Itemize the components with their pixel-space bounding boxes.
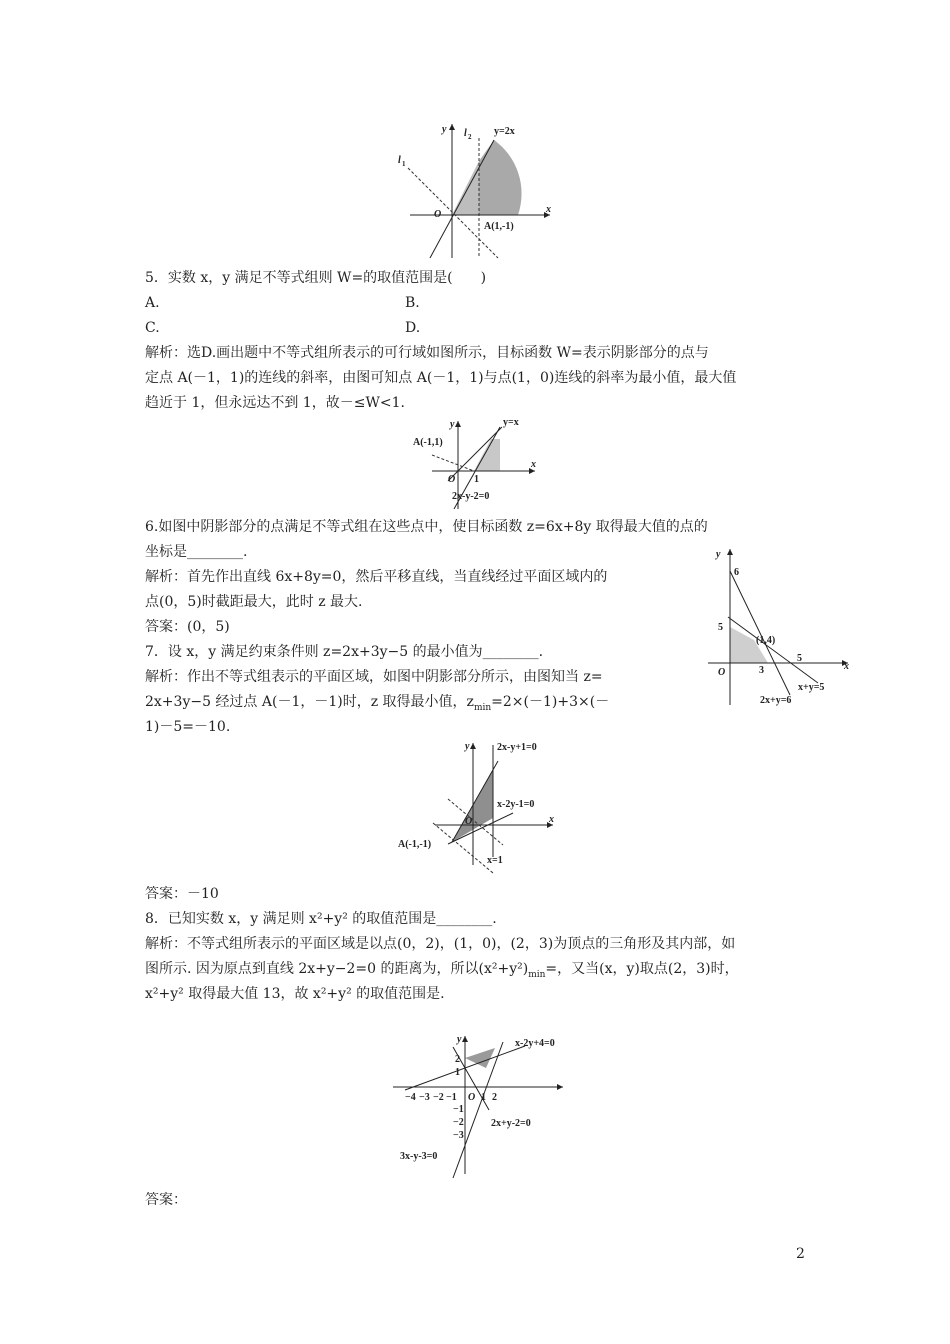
l1-label: l [398, 155, 401, 166]
q5-option-c: C. [145, 320, 160, 336]
point-label: (1,4) [756, 635, 776, 646]
y-axis-label: y [457, 1034, 462, 1045]
q6-solution-2: 点(0，5)时截距最大，此时 z 最大. [145, 594, 363, 610]
origin-label: O [448, 474, 456, 485]
y-axis-label: y [442, 124, 447, 135]
svg-text:2: 2 [468, 133, 472, 141]
tick-neg-4: −4 [405, 1092, 416, 1103]
q5-stem: 5．实数 x，y 满足不等式组则 W=的取值范围是( ) [145, 270, 487, 286]
point-a-label: A(1,-1) [484, 221, 514, 232]
line-label-1: x+y=5 [798, 682, 825, 693]
l2-label: l [464, 128, 467, 139]
tick-3: 3 [759, 665, 764, 676]
point-a-label: A(-1,-1) [398, 839, 432, 850]
origin-label: O [434, 209, 442, 220]
q8-solution-3: x²+y² 取得最大值 13，故 x²+y² 的取值范围是. [145, 986, 445, 1002]
line-label-1: x-2y+4=0 [515, 1038, 555, 1049]
tick-y-neg-3: −3 [453, 1130, 464, 1141]
y-axis-label: y [450, 419, 455, 430]
tick-1: 1 [474, 474, 479, 485]
q5-option-a: A. [145, 295, 160, 311]
page-number: 2 [796, 1246, 805, 1262]
q7-stem: 7．设 x，y 满足约束条件则 z=2x+3y−5 的最小值为________. [145, 644, 544, 660]
tick-y-2: 2 [455, 1054, 460, 1065]
q5-solution-2: 定点 A(－1，1)的连线的斜率，由图可知点 A(－1，1)与点(1，0)连线的斜率为最小值，最大值 [145, 370, 737, 386]
line-label-3: 3x-y-3=0 [400, 1151, 438, 1162]
origin-label: O [718, 667, 726, 678]
x-axis-label: x [549, 814, 554, 825]
q5-option-d: D. [405, 320, 421, 336]
tick-y-neg-1: −1 [453, 1104, 464, 1115]
figure-4 [393, 737, 563, 877]
q8-stem: 8．已知实数 x，y 满足则 x²+y² 的取值范围是________. [145, 911, 497, 927]
q5-solution-1: 解析：选D.画出题中不等式组所表示的可行域如图所示，目标函数 W=表示阴影部分的点与 [145, 345, 709, 361]
line-label-3: x=1 [487, 855, 503, 866]
figure-3 [698, 545, 858, 710]
line-label-2: 2x-y-2=0 [452, 491, 490, 502]
x-axis-label: x [531, 459, 536, 470]
tick-6: 6 [734, 567, 739, 578]
tick-5: 5 [718, 622, 723, 633]
q5-solution-3: 趋近于 1，但永远达不到 1，故－≤W<1. [145, 395, 405, 411]
q8-solution-1: 解析：不等式组所表示的平面区域是以点(0，2)，(1，0)，(2，3)为顶点的三角形及其内部，如 [145, 936, 736, 952]
y-axis-label: y [465, 741, 470, 752]
tick-y-neg-2: −2 [453, 1117, 464, 1128]
q8-answer: 答案： [145, 1192, 187, 1208]
svg-text:1: 1 [402, 160, 406, 168]
line-label-2: x-2y-1=0 [497, 799, 535, 810]
q6-stem-2: 坐标是________. [145, 544, 248, 560]
tick-neg-2: −2 [433, 1092, 444, 1103]
q7-answer: 答案：－10 [145, 886, 219, 902]
origin-label: O [468, 1092, 476, 1103]
q5-option-b: B. [405, 295, 420, 311]
q6-stem-1: 6.如图中阴影部分的点满足不等式组在这些点中，使目标函数 z=6x+8y 取得最大值的点的 [145, 519, 708, 535]
q7-solution-3: 1)－5=－10. [145, 719, 231, 735]
q7-solution-1: 解析：作出不等式组表示的平面区域，如图中阴影部分所示，由图知当 z= [145, 669, 603, 685]
x-axis-label: x [844, 661, 849, 672]
tick-neg-3: −3 [419, 1092, 430, 1103]
tick-x-2: 2 [492, 1092, 497, 1103]
line-label: y=2x [494, 126, 515, 137]
line-label: y=x [503, 417, 519, 428]
q6-solution-1: 解析：首先作出直线 6x+8y=0，然后平移直线，当直线经过平面区域内的 [145, 569, 608, 585]
q6-answer: 答案：(0，5) [145, 619, 230, 635]
figure-5 [385, 1030, 575, 1180]
tick-y-1: 1 [455, 1067, 460, 1078]
tick-x-1: 1 [481, 1092, 486, 1103]
q8-solution-2: 图所示. 因为原点到直线 2x+y−2=0 的距离为，所以$(x^2+y^2)_{min}=$，又当(x，y)取点(2，3)时， [145, 961, 739, 980]
figure-2 [410, 415, 540, 510]
line-label-2: 2x+y=6 [760, 695, 792, 706]
point-a-label: A(-1,1) [413, 437, 443, 448]
origin-label: O [465, 816, 473, 827]
x-axis-label: x [546, 204, 551, 215]
q7-solution-2: 2x+3y−5 经过点 A(－1，－1)时，z 取得最小值，$z_{min}=2\times(-1)+3\times(-$ [145, 694, 610, 713]
y-axis-label: y [716, 549, 721, 560]
line-label-1: 2x-y+1=0 [497, 742, 537, 753]
tick-neg-1: −1 [446, 1092, 457, 1103]
line-label-2: 2x+y-2=0 [491, 1118, 531, 1129]
tick-5x: 5 [797, 653, 802, 664]
figure-1 [390, 118, 560, 263]
